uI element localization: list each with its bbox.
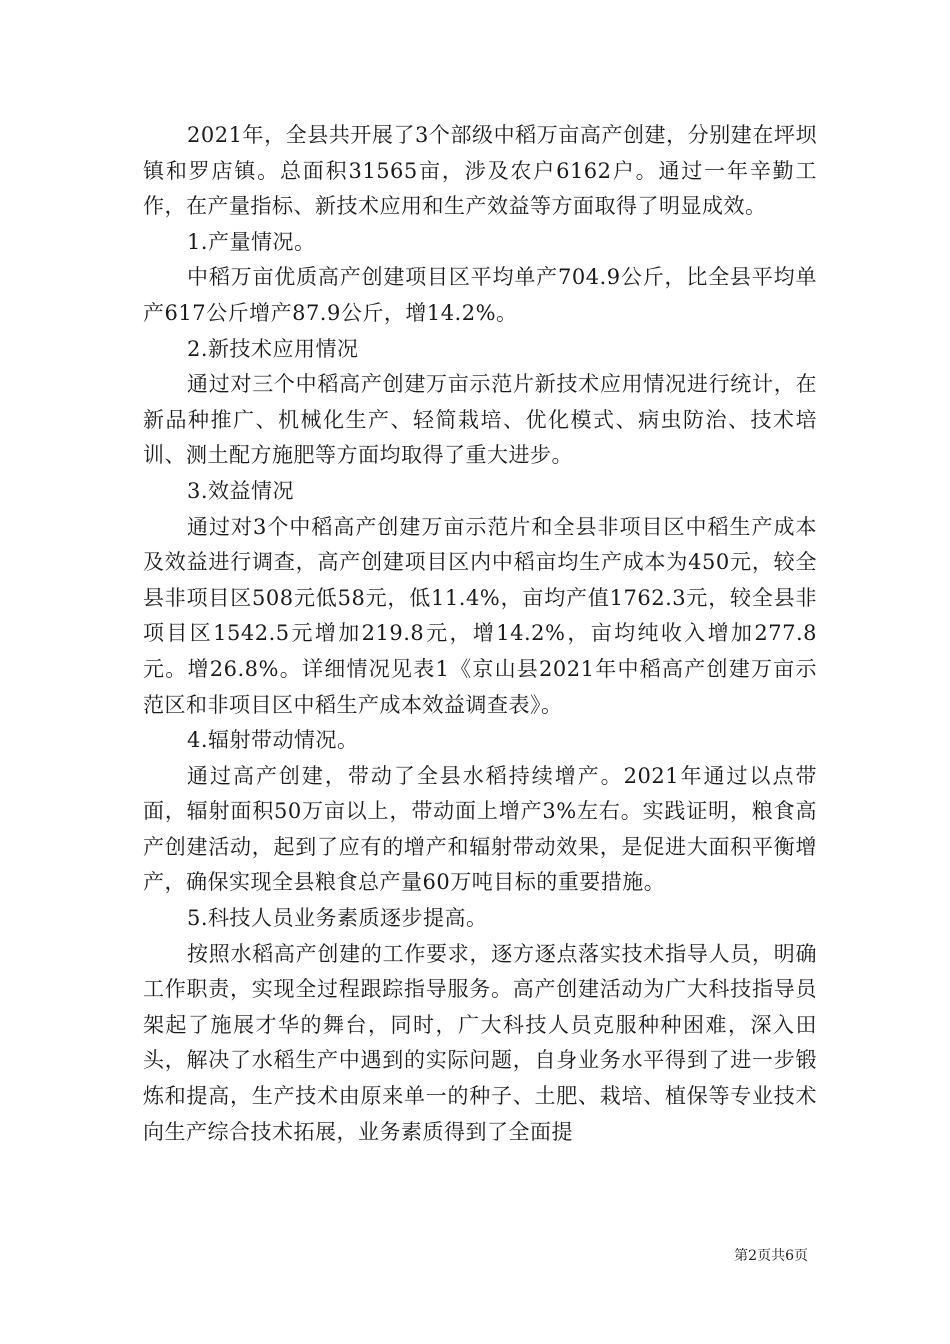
document-body bbox=[143, 118, 817, 1150]
section-heading-new-technology: 2.新技术应用情况 bbox=[187, 336, 359, 361]
section-heading-staff-quality: 5.科技人员业务素质逐步提高。 bbox=[187, 906, 488, 931]
section-heading-yield: 1.产量情况。 bbox=[187, 229, 316, 254]
paragraph-staff-quality: 按照水稻高产创建的工作要求，逐方逐点落实技术指导人员，明确工作职责，实现全过程跟踪指导服务。高产创建活动为广大科技指导员架起了施展才华的舞台，同时，广大科技人员克服种种困难，深入田头，解决了水稻生产中遇到的实际问题，自身业务水平得到了进一步锻炼和提高，生产技术由原来单一的种子、土肥、栽培、植保等专业技术向生产综合技术拓展，业务素质得到了全面提 bbox=[143, 941, 817, 1144]
section-heading-benefits: 3.效益情况 bbox=[187, 478, 295, 503]
paragraph-intro: 2021年，全县共开展了3个部级中稻万亩高产创建，分别建在坪坝镇和罗店镇。总面积31565亩，涉及农户6162户。通过一年辛勤工作，在产量指标、新技术应用和生产效益等方面取得了明显成效。 bbox=[143, 123, 817, 219]
section-heading-radiation: 4.辐射带动情况。 bbox=[187, 728, 359, 753]
page-number: 第2页共6页 bbox=[734, 1248, 808, 1264]
paragraph-radiation: 通过高产创建，带动了全县水稻持续增产。2021年通过以点带面，辐射面积50万亩以上，带动面上增产3%左右。实践证明，粮食高产创建活动，起到了应有的增产和辐射带动效果，是促进大面积平衡增产，确保实现全县粮食总产量60万吨目标的重要措施。 bbox=[143, 763, 817, 895]
paragraph-yield: 中稻万亩优质高产创建项目区平均单产704.9公斤，比全县平均单产617公斤增产87.9公斤，增14.2%。 bbox=[143, 265, 817, 325]
paragraph-benefits: 通过对3个中稻高产创建万亩示范片和全县非项目区中稻生产成本及效益进行调查，高产创建项目区内中稻亩均生产成本为450元，较全县非项目区508元低58元，低11.4%，亩均产值1762.3元，较全县非项目区1542.5元增加219.8元，增14.2%，亩均纯收入增加277.8元。增26.8%。详细情况见表1《京山县2021年中稻高产创建万亩示范区和非项目区中稻生产成本效益调查表》。 bbox=[143, 514, 817, 717]
paragraph-new-technology: 通过对三个中稻高产创建万亩示范片新技术应用情况进行统计，在新品种推广、机械化生产、轻简栽培、优化模式、病虫防治、技术培训、测土配方施肥等方面均取得了重大进步。 bbox=[143, 372, 817, 468]
